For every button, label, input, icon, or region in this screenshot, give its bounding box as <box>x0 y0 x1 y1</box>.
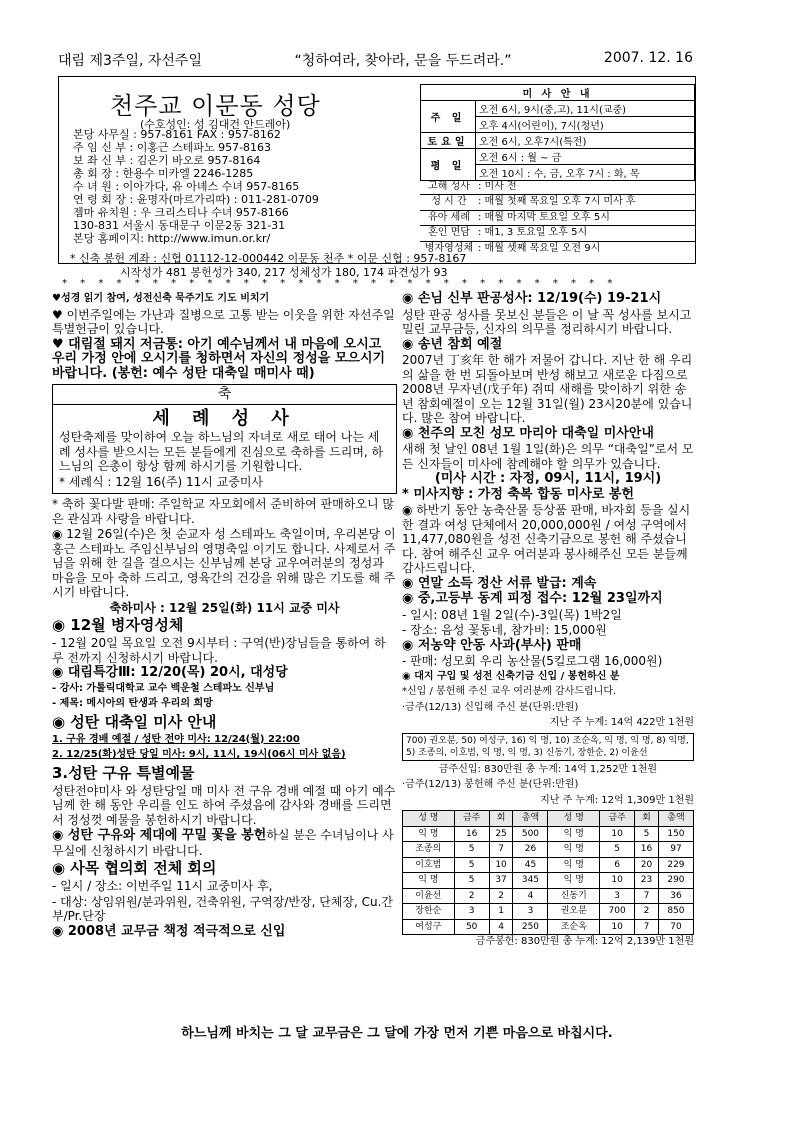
donation-title: ◉ 대지 구입 및 성전 신축기금 신입 / 봉헌하신 분 <box>402 670 620 682</box>
sacrament-row: 고해 성사 : 미사 전 <box>420 180 695 195</box>
info-line: 총 회 장 : 한용수 미카엘 2246-1285 <box>73 167 254 180</box>
footer-message: 하느님께 바치는 그 달 교무금은 그 달에 가장 먼저 기쁜 마음으로 바칩시다. <box>181 1026 613 1041</box>
charity-notice: ♥ 이번주일에는 가난과 질병으로 고통 받는 이웃을 위한 자선주일 특별헌금이 있습니다. <box>52 307 395 336</box>
yearend-body: 2007년 丁亥年 한 해가 저물어 갑니다. 지난 한 해 우리의 삶을 한 번 되돌아보며 반성 해보고 새로운 다짐으로 2008년 무자년(戊子年) 쥐띠 새해를 맞이하기 위한 송년 참회예절이 오는 12월 31일(월) 23시20분에 있습니다. 많은 참여 바랍니다. <box>402 353 693 425</box>
mass-time: 오전 6시, 9시(중,고), 11시(교중) <box>476 101 695 117</box>
sacrament-row: 유아 세례 : 매월 마지막 토요일 오후 5시 <box>420 211 695 226</box>
baptism-note: * 세례식 : 12월 16(주) 11시 교중미사 <box>59 474 264 489</box>
baptism-box <box>52 384 397 494</box>
top-line <box>58 50 693 70</box>
mary-feast-body: 새해 첫 날인 08년 1월 1일(화)은 의무 “대축일”로서 모든 신자들이 미사에 참례해야 할 의무가 있습니다. <box>402 442 694 471</box>
lecture-speaker: - 강사: 가톨릭대학교 교수 백운철 스테파노 신부님 <box>52 682 275 694</box>
offering-week-label: ·금주(12/13) 봉헌해 주신 분(단위:만원) <box>402 779 579 790</box>
mass-time: 오후 4시(어린이), 7시(청년) <box>476 117 695 133</box>
christmas-offering-body: 성탄전야미사 와 성탄당일 매 미사 전 구유 경배 예절 때 아기 예수님께 한 해 동안 우리를 인도 하여 주셨음에 감사와 경배를 드리면서 정성껏 예물을 봉헌하시기 바랍니다. <box>52 783 396 827</box>
sick-communion-body: - 12월 20일 목요일 오전 9시부터 : 구역(반)장님들을 통하여 하루 전까지 신청하시기 바랍니다. <box>52 636 386 665</box>
donor-list: 700) 권오분, 50) 여성구, 16) 익 명, 10) 조순옥, 익 명, 익 명, 8) 익명, 5) 조종의, 이호범, 익 명, 익 명, 3) 신동기, 장한순, 2) 이윤선 <box>402 733 694 761</box>
feast-notice: ◉ 12월 26일(수)은 첫 순교자 성 스테파노 축일이며, 우리본당 이홍근 스테파노 주임신부님의 영명축일 이기도 합니다. 사제로서 주님을 위해 한 길을 걸으시는 신부님께 본당 교우여러분의 정성과 마음을 모아 축하 드리고, 영육간의 건강을 위해 많은 기도를 해 주시기 바랍니다. <box>52 527 396 599</box>
liturgy-label: 대림 제3주일, 자선주일 <box>58 53 202 69</box>
christmas-mass-title: ◉ 성탄 대축일 미사 안내 <box>52 712 217 731</box>
donation-thanks: *신입 / 봉헌해 주신 교우 여러분께 감사드립니다. <box>402 686 617 697</box>
christmas-item: 3.성탄 구유 특별예물 <box>52 763 195 782</box>
table-row: 여성구 50 4 250 조순옥 10 7 70 <box>403 919 694 935</box>
left-column <box>52 292 397 940</box>
donation-sum: 금주신입: 830만원 총 누계: 14억 1,252만 1천원 <box>438 763 658 775</box>
donation-week-label: ·금주(12/13) 신입해 주신 분(단위:만원) <box>402 701 579 713</box>
contact-info <box>73 128 319 245</box>
table-row: 이호범 5 10 45 익 명 6 20 229 <box>403 857 694 873</box>
table-row: 조종의 5 7 26 익 명 5 16 97 <box>403 842 694 858</box>
table-row: 장한순 3 1 3 권오분 700 2 850 <box>403 904 694 920</box>
sacrament-row: 병자영성체 : 매월 셋째 목요일 오전 9시 <box>424 242 601 254</box>
table-header: 성 명 금주 회 총액 성 명 금주 회 총액 <box>403 811 694 827</box>
mass-time: 오전 6시, 오후7시(특전) <box>476 133 695 149</box>
youth-retreat-detail: - 장소: 음성 꽃동네, 참가비: 15,000원 <box>402 623 607 637</box>
mass-label-saturday: 토요일 <box>421 133 476 149</box>
donation-last-total: 지난 주 누계: 14억 422만 1천원 <box>549 717 694 728</box>
bulletin-date: 2007. 12. 16 <box>603 50 693 66</box>
apple-sale-body: - 판매: 성모회 우리 농산물(5킬로그램 16,000원) <box>402 654 663 668</box>
mary-feast-title: ◉ 천주의 모친 성모 마리아 대축일 미사안내 <box>402 425 654 441</box>
mary-feast-times: (미사 시간 : 자정, 09시, 11시, 19시) <box>434 471 662 486</box>
lecture-title: ◉ 대림특강Ⅲ: 12/20(목) 20시, 대성당 <box>52 665 288 680</box>
tax-notice: ◉ 연말 소득 정산 서류 발급: 계속 <box>402 575 597 591</box>
hymn-numbers: 시작성가 481 봉헌성가 340, 217 성체성가 180, 174 파견성가 93 <box>120 266 448 279</box>
info-line: 보 좌 신 부 : 김은기 바오로 957-8164 <box>73 154 261 167</box>
sacrament-row: 혼인 면담 : 매1, 3 토요일 오후 5시 <box>420 226 695 241</box>
info-line: 130-831 서울시 동대문구 이문2동 321-31 <box>73 219 286 232</box>
council-title: ◉ 사목 협의회 전체 회의 <box>52 859 217 877</box>
divider-stars: * * * * * * * * * * * * * * * * * * * * * * * * * * * * * * * <box>62 278 618 289</box>
mary-feast-intention: * 미사지향 : 가정 축복 합동 미사로 봉헌 <box>402 486 635 502</box>
baptism-body: 성탄축제를 맞이하여 오늘 하느님의 자녀로 새로 태어 나는 세례 성사를 받으시는 모든 분들에게 진심으로 축하를 드리며, 하느님의 은총이 항상 함께 하시기를 기원합니다. <box>59 430 384 473</box>
mass-time: 오전 6시 : 월 ~ 금 <box>476 149 695 165</box>
mass-label-weekday: 평 일 <box>421 149 476 181</box>
council-detail: - 일시 / 장소: 이번주일 11시 교중미사 후, <box>52 879 273 893</box>
yearend-title: ◉ 송년 참회 예절 <box>402 336 503 352</box>
table-row: 이윤선 2 2 4 신동기 3 7 36 <box>403 888 694 904</box>
right-column <box>402 292 694 951</box>
mass-time: 오전 10시 : 수, 금, 오후 7시 : 화, 목 <box>476 165 695 181</box>
table-row: 익 명 16 25 500 익 명 10 5 150 <box>403 826 694 842</box>
sick-communion-title: ◉ 12월 병자영성체 <box>52 616 184 634</box>
motto: “청하여라, 찾아라, 문을 두드려라.” <box>294 53 512 69</box>
youth-retreat-title: ◉ 중,고등부 동계 피정 접수: 12월 23일까지 <box>402 591 663 606</box>
advent-notice: ♥ 대림절 돼지 저금통: 아기 예수님께서 내 마음에 오시고 우리 가정 안에 오시기를 청하면서 자신의 정성을 모으시기 바랍니다. (봉헌: 예수 성탄 대축일 매미사 때) <box>52 336 386 381</box>
lecture-topic: - 제목: 메시아의 탄생과 우리의 희망 <box>52 698 213 709</box>
christmas-item: 1. 구유 경배 예절 / 성탄 전야 미사: 12/24(월) 22:00 <box>52 733 300 745</box>
info-line: 본당 사무실 : 957-8161 FAX : 957-8162 <box>73 128 281 141</box>
offering-sum: 금주봉헌: 830만원 총 누계: 12억 2,139만 1천원 <box>475 936 694 947</box>
council-detail: - 대상: 상임위원/분과위원, 건축위원, 구역장/반장, 단체장, Cu.간부/Pr.단장 <box>52 894 394 923</box>
youth-retreat-detail: - 일시: 08년 1월 2일(수)-3일(목) 1박2일 <box>402 607 622 622</box>
sacrament-row: 성 시 간 : 매월 첫째 목요일 오후 7시 미사 후 <box>420 195 695 210</box>
church-title: 천주교 이문동 성당 <box>110 92 321 120</box>
apple-sale-title: ◉ 저농약 안동 사과(부사) 판매 <box>402 637 582 653</box>
baptism-title: 세 례 성 사 <box>152 407 297 429</box>
christmas-item: 2. 12/25(화)성탄 당일 미사: 9시, 11시, 19시(06시 미사 없음) <box>52 749 346 760</box>
info-line: 수 녀 원 : 이아가다, 유 아녜스 수녀 957-8165 <box>73 180 300 193</box>
confession-body: 성탄 판공 성사를 못보신 분들은 이 날 꼭 성사를 보시고 밀린 교무금등, 신자의 의무를 정리하시기 바랍니다. <box>402 307 692 336</box>
bank-account: * 신축 봉헌 계좌 : 신협 01112-12-000442 이문동 천주 * 이문 신협 : 957-8167 <box>70 252 467 265</box>
flower-notice: * 축하 꽃다발 판매: 주일학교 자모회에서 준비하여 판매하오니 많은 관심과 사랑을 바랍니다. <box>52 497 394 526</box>
flowers-notice: ◉ 성탄 구유와 제대에 꾸밀 꽃을 봉헌하실 분은 수녀님이나 사무실에 신청하시기 바랍니다. <box>52 828 394 858</box>
info-line: 주 임 신 부 : 이홍근 스테파노 957-8163 <box>73 141 272 154</box>
fundraising-report: ◉ 하반기 동안 농축산물 등상품 판매, 바자회 등을 실시한 결과 여성 단체에서 20,000,000원 / 여성 구역에서 11,477,080원을 성전 신축기금으로 봉헌 해 주셨습니다. 참여 해주신 교우 여러분과 봉사해주신 모든 분들께 감사드립니다. <box>402 503 691 575</box>
patron-saint: (수호성인: 성 김대건 안드레아) <box>140 118 291 131</box>
table-row: 익 명 5 37 345 익 명 10 23 290 <box>403 873 694 889</box>
mass-schedule-table <box>420 84 695 181</box>
homepage-link[interactable]: 본당 홈페이지: http://www.imun.or.kr/ <box>73 232 271 245</box>
confession-title: ◉ 손님 신부 판공성사: 12/19(수) 19-21시 <box>402 291 662 306</box>
offering-table <box>402 810 694 935</box>
offering-last-total: 지난 주 누계: 12억 1,309만 1천원 <box>540 794 694 806</box>
celebration-heading: 축 <box>53 385 396 405</box>
dues-notice: ◉ 2008년 교무금 책정 적극적으로 신입 <box>52 923 286 939</box>
bible-notice: ♥성경 읽기 참여, 성전신축 묵주기도 기도 비치기 <box>52 293 270 304</box>
info-line: 젬마 유치원 : 우 크리스티나 수녀 957-8166 <box>73 206 289 219</box>
mass-schedule-title: 미 사 안 내 <box>421 85 695 101</box>
info-line: 연 령 회 장 : 윤명자(마르가리따) : 011-281-0709 <box>73 193 319 206</box>
sacrament-schedule <box>420 180 695 256</box>
feast-mass: 축하미사 : 12월 25일(화) 11시 교중 미사 <box>109 600 340 615</box>
mass-label-sunday: 주 일 <box>421 101 476 133</box>
